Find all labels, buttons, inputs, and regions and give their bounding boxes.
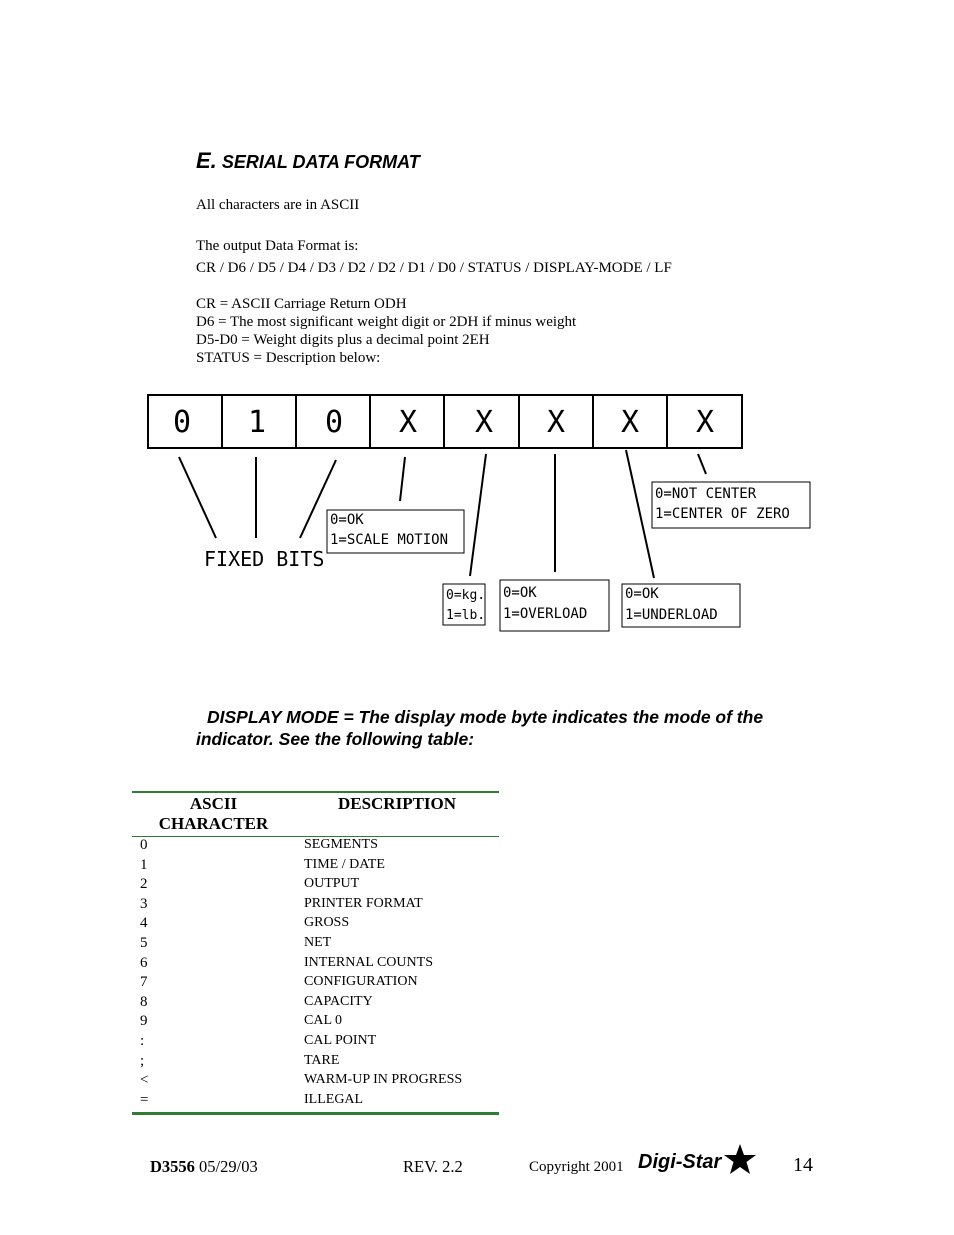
header-ascii-character [132,794,295,834]
table-row [132,994,499,1014]
not-center-label: 0=NOT CENTER [655,486,757,502]
table-bottom-rule [132,1112,499,1115]
bit-3: X [474,405,494,440]
ascii-char-cell: < [140,1072,149,1089]
ascii-char-cell: 8 [140,993,148,1010]
bit-0: X [695,405,715,440]
units-lb-label: 1=lb. [446,608,486,623]
section-heading [196,148,420,174]
page-number: 14 [793,1154,813,1176]
connector-line [470,454,486,576]
motion-scale-label: 1=SCALE MOTION [330,532,449,548]
ascii-char-cell: 3 [140,895,148,912]
table-row [132,857,499,877]
connector-line [400,457,405,501]
table-row [132,915,499,935]
ascii-char-cell: 6 [140,954,148,971]
description-cell: INTERNAL COUNTS [304,954,433,970]
description-cell: ILLEGAL [304,1091,364,1107]
table-row [132,1092,499,1112]
bit-4: X [398,405,418,440]
ascii-char-cell: 9 [140,1013,148,1030]
footer-document-id [150,1157,258,1177]
description-cell: PRINTER FORMAT [304,895,423,911]
motion-ok-label: 0=OK [330,512,364,528]
table-row [132,935,499,955]
table-row [132,1053,499,1073]
description-cell: CAL POINT [304,1033,377,1048]
header-character-label: CHARACTER [158,814,269,833]
footer-doc-number: D3556 [150,1157,195,1176]
ascii-char-cell: 1 [140,856,148,873]
table-row [132,955,499,975]
table-row [132,1072,499,1092]
connector-line [626,450,654,578]
ascii-char-cell: 2 [140,876,148,893]
table-row [132,896,499,916]
table-row [132,1033,499,1053]
header-ascii-label: ASCII [189,794,238,813]
bit-5: 0 [324,405,344,440]
definition-cr: CR = ASCII Carriage Return ODH [196,296,407,312]
definition-status: STATUS = Description below: [196,350,381,366]
description-cell: SEGMENTS [304,837,378,852]
description-cell: CONFIGURATION [304,974,418,990]
overload-ok-label: 0=OK [503,585,537,601]
definition-d5-d0: D5-D0 = Weight digits plus a decimal point 2EH [196,332,490,348]
status-bit-diagram [140,390,820,640]
description-cell: CAPACITY [304,993,373,1009]
definition-d6: D6 = The most significant weight digit or 2DH if minus weight [196,314,577,330]
digi-star-logo [636,1142,758,1176]
connector-line [179,457,216,538]
ascii-char-cell: 5 [140,935,148,951]
description-cell: CAL 0 [304,1013,342,1029]
ascii-char-cell: = [140,1091,149,1108]
description-cell: GROSS [304,915,350,931]
table-row [132,876,499,896]
description-cell: TARE [304,1052,340,1068]
units-kg-label: 0=kg. [446,588,486,603]
ascii-char-cell: 0 [140,837,148,853]
section-letter: E. [196,148,217,173]
format-string: CR / D6 / D5 / D4 / D3 / D2 / D2 / D1 / D0 / STATUS / DISPLAY-MODE / LF [196,260,672,276]
digi-star-logo-text: Digi-Star [638,1151,722,1173]
center-of-zero-label: 1=CENTER OF ZERO [655,506,790,522]
description-cell: NET [304,935,332,950]
ascii-note: All characters are in ASCII [196,197,360,213]
footer-copyright: Copyright 2001 [529,1159,624,1175]
ascii-char-cell: 4 [140,915,148,932]
fixed-bits-label: FIXED BITS [204,547,325,571]
table-top-rule [132,791,499,793]
ascii-char-cell: ; [140,1052,145,1069]
description-cell: OUTPUT [304,876,360,892]
header-description: DESCRIPTION [337,794,457,813]
bit-7: 0 [172,405,192,440]
display-mode-line-1: DISPLAY MODE = The display mode byte indicates the mode of the [207,707,764,727]
table-row [132,974,499,994]
underload-ok-label: 0=OK [625,586,659,602]
star-icon [724,1144,756,1174]
description-cell: TIME / DATE [304,856,385,872]
description-cell: WARM-UP IN PROGRESS [304,1072,463,1088]
bit-2: X [546,405,566,440]
footer-revision: REV. 2.2 [403,1157,463,1176]
bit-1: X [620,405,640,440]
footer-date: 05/29/03 [199,1157,258,1176]
underload-label: 1=UNDERLOAD [625,607,718,623]
display-mode-line-2: indicator. See the following table: [196,729,475,749]
ascii-char-cell: : [140,1033,145,1049]
section-title: SERIAL DATA FORMAT [221,152,420,172]
ascii-char-cell: 7 [140,974,148,991]
format-label: The output Data Format is: [196,238,359,254]
table-row [132,837,499,857]
bit-6: 1 [247,405,267,440]
overload-label: 1=OVERLOAD [503,606,588,622]
table-row [132,1013,499,1033]
connector-line [698,454,706,474]
